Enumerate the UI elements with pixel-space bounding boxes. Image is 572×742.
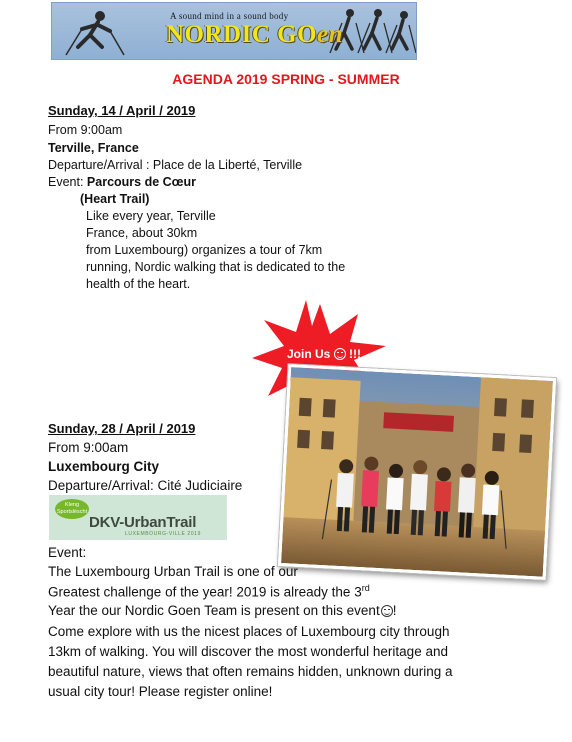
logo-seal: Kleng Sportslëscht <box>55 499 89 519</box>
event1-event-name: Parcours de Cœur <box>86 175 196 189</box>
event2-text-line <box>48 603 396 618</box>
header-banner <box>51 2 417 60</box>
smile-emoji-icon <box>334 348 346 360</box>
event2-date: Sunday, 28 / April / 2019 <box>48 421 196 436</box>
event1-event-label: Event: <box>48 175 87 189</box>
event2-event-label: Event: <box>48 545 87 560</box>
event1-desc-line: from Luxembourg) organizes a tour of 7km <box>86 243 323 257</box>
event2-text-line-3: Year the our Nordic Goen Team is present on this event <box>48 603 380 618</box>
event2-departure: Departure/Arrival: Cité Judiciaire <box>48 478 243 493</box>
event2-text-line <box>48 583 370 600</box>
group-photo-image <box>281 367 553 576</box>
event1-desc-line: Like every year, Terville <box>86 209 216 223</box>
event1-time: From 9:00am <box>48 123 123 137</box>
page-title: AGENDA 2019 SPRING - SUMMER <box>172 71 400 87</box>
dkv-urbantrail-logo <box>49 495 227 540</box>
event1-desc-line: France, about 30km <box>86 226 198 240</box>
join-us-exclaim: !!! <box>349 347 362 361</box>
brand-logo-suffix: en <box>317 21 344 48</box>
event2-exclaim: ! <box>392 603 397 618</box>
banner-tagline: A sound mind in a sound body <box>170 11 289 21</box>
smile-emoji-icon <box>381 605 393 617</box>
event2-text-line-2: Greatest challenge of the year! 2019 is already the 3 <box>48 584 362 600</box>
event1-departure: Departure/Arrival : Place de la Liberté, Terville <box>48 158 303 172</box>
event2-location: Luxembourg City <box>48 459 160 474</box>
event2-time: From 9:00am <box>48 440 129 455</box>
event-photo <box>278 364 556 580</box>
event1-location: Terville, France <box>48 141 139 155</box>
event2-text-line: usual city tour! Please register online! <box>48 684 273 699</box>
event1-event-subname: (Heart Trail) <box>80 192 150 206</box>
event2-text-line: 13km of walking. You will discover the most wonderful heritage and <box>48 644 448 659</box>
join-us-callout[interactable] <box>287 347 361 361</box>
ordinal-suffix: rd <box>361 583 370 593</box>
join-us-label: Join Us <box>287 347 331 361</box>
event1-desc-line: running, Nordic walking that is dedicated to the <box>86 260 346 274</box>
event1-date: Sunday, 14 / April / 2019 <box>48 103 196 118</box>
event1-event-line <box>48 175 196 189</box>
event2-text-line: The Luxembourg Urban Trail is one of our <box>48 564 298 579</box>
event2-text-line: Come explore with us the nicest places of Luxembourg city through <box>48 624 450 639</box>
logo-subtitle: LUXEMBOURG-VILLE 2019 <box>125 531 201 537</box>
logo-name: DKV-UrbanTrail <box>89 514 197 531</box>
brand-logo <box>166 21 343 49</box>
event2-text-line: beautiful nature, views that often remains hidden, unknown during a <box>48 664 453 679</box>
brand-logo-main: NORDIC GO <box>166 21 318 48</box>
event1-desc-line: health of the heart. <box>86 277 191 291</box>
